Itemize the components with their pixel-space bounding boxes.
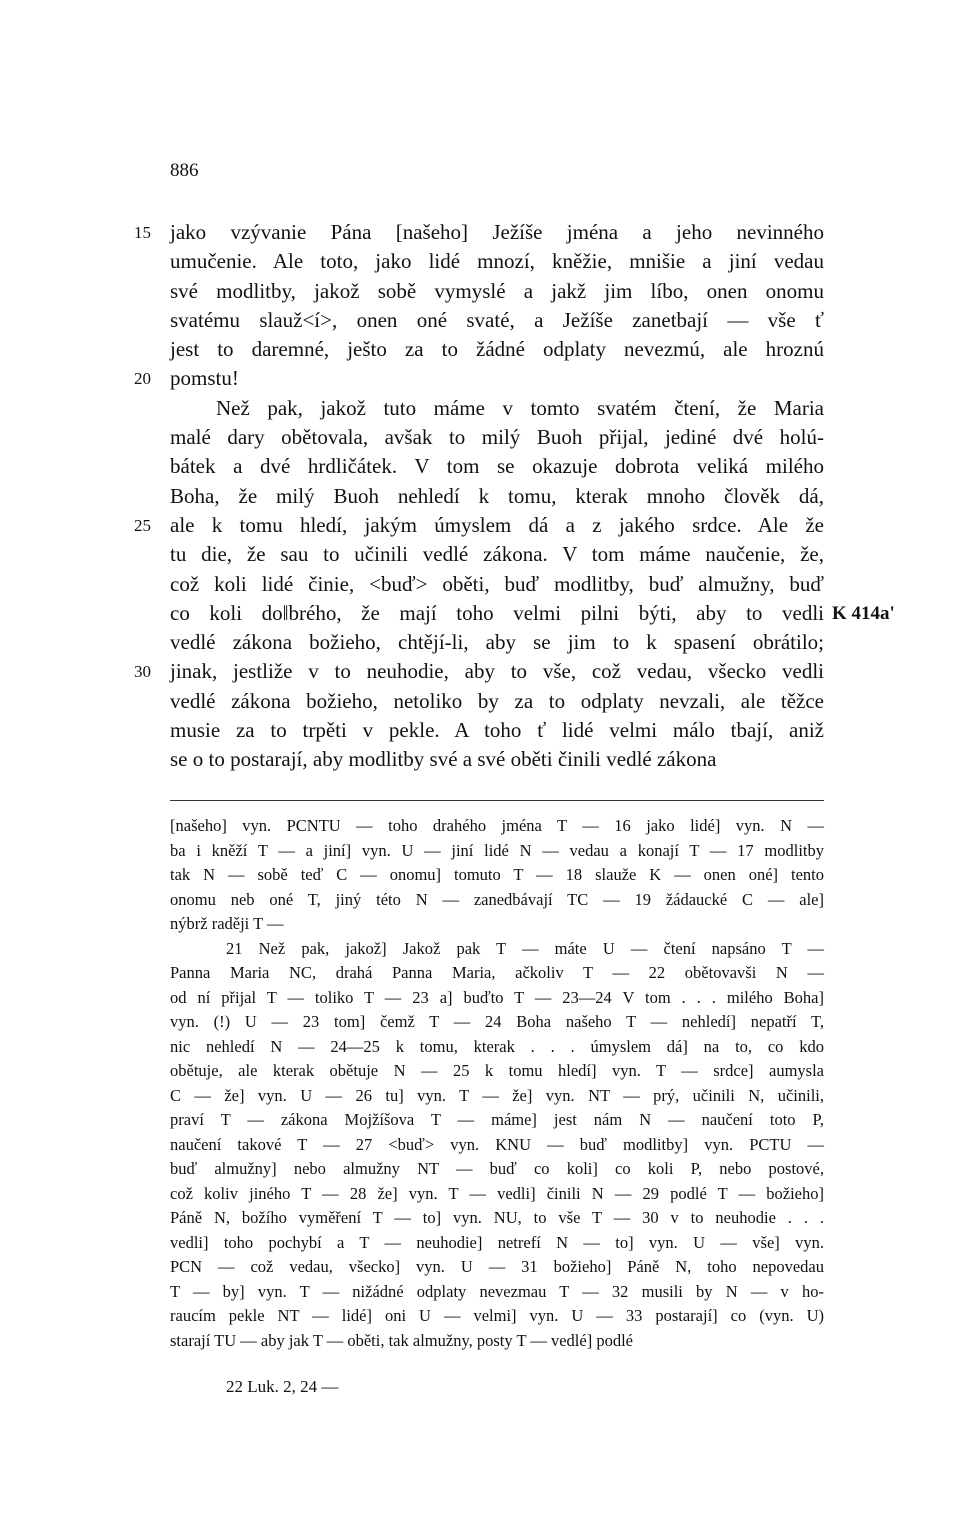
note-line: 21 Než pak, jakož] Jakož pak T — máte U — čtení napsáno T —: [226, 938, 824, 958]
text-line: [170, 687, 824, 716]
text-line: [170, 335, 824, 364]
scripture-reference: 22 Luk. 2, 24 —: [226, 1377, 339, 1396]
note-line: což koliv jiného T — 28 že] vyn. T — vedli] činili N — 29 podlé T — božieho]: [170, 1183, 824, 1203]
note-line: praví T — zákona Mojžíšova T — máme] jest nám N — naučení toto P,: [170, 1110, 824, 1129]
note-line: [našeho] vyn. PCNTU — toho drahého jména T — 16 jako lidé] vyn. N —: [170, 816, 824, 835]
line-text: vedlé zákona božieho, chtějí-li, aby se jim to k spasení obrátilo;: [170, 630, 824, 655]
note-line: T — by] vyn. T — nižádné odplaty nevezmau T — 32 musili by N — v ho-: [170, 1281, 824, 1301]
margin-folio-mark: K 414a': [832, 602, 895, 624]
text-line: [170, 423, 824, 452]
line-text: svatému slauž<í>, onen oné svaté, a Ježíše zanetbají — vše ť: [170, 307, 824, 332]
text-line: [134, 657, 824, 686]
text-line: [134, 218, 824, 247]
note-line: starají TU — aby jak T — oběti, tak almužny, posty T — vedlé] podlé: [170, 1330, 633, 1350]
text-line: [170, 482, 824, 511]
line-text: umučenie. Ale toto, jako lidé mnozí, kněžie, mnišie a jiní vedau: [170, 249, 824, 274]
line-text: Než pak, jakož tuto máme v tomto svatém čtení, že Maria: [216, 395, 824, 420]
note-line: tak N — sobě teď C — onomu] tomuto T — 18 slauže K — onen oné] tento: [170, 865, 824, 884]
note-line: naučení takové T — 27 <buď> vyn. KNU — buď modlitby] vyn. PCTU —: [170, 1134, 824, 1154]
footnote-divider: [170, 800, 824, 801]
line-number: 15: [134, 223, 151, 242]
text-line: [170, 570, 824, 599]
note-line: vyn. (!) U — 23 tom] čemž T — 24 Boha našeho T — nehledí] nepatří T,: [170, 1012, 824, 1031]
text-line: [170, 452, 824, 481]
critical-apparatus: [170, 814, 824, 1353]
note-line: onomu neb oné T, jiný této N — zanedbávají TC — 19 žádaucké C — ale]: [170, 889, 824, 909]
note-line: nýbrž raději T —: [170, 914, 284, 933]
page-number: 886: [170, 160, 199, 181]
line-text: pomstu!: [170, 366, 239, 391]
note-line: PCN — což vedau, všecko] vyn. U — 31 božieho] Páně N, toho nepovedau: [170, 1257, 824, 1276]
text-line: [170, 277, 824, 306]
note-line: Páně N, božího vyměření T — to] vyn. NU, to vše T — 30 v to neuhodie . . .: [170, 1208, 824, 1227]
line-text: své modlitby, jakož sobě vymyslé a jakž jim líbo, onen onomu: [170, 278, 824, 303]
line-text: jako vzývanie Pána [našeho] Ježíše jména a jeho nevinného: [170, 220, 824, 244]
text-line: [170, 628, 824, 657]
line-text: tu die, že sau to učinili vedlé zákona. V tom máme naučenie, že,: [170, 542, 824, 567]
note-line: Panna Maria NC, drahá Panna Maria, ačkoliv T — 22 obětovavši N —: [170, 963, 824, 982]
line-text: se o to postarají, aby modlitby své a své oběti činili vedlé zákona: [170, 747, 717, 772]
main-text: [134, 218, 895, 775]
text-line: [170, 745, 824, 774]
text-line: [170, 716, 824, 745]
text-line: [170, 599, 895, 628]
line-text: vedlé zákona božieho, netoliko by za to odplaty nevzali, ale těžce: [170, 688, 824, 713]
text-line: [170, 247, 824, 276]
note-line: obětuje, ale kterak obětuje N — 25 k tomu hledí] vyn. T — srdce] aumysla: [170, 1061, 824, 1080]
note-line: nic nehledí N — 24—25 k tomu, kterak . . . úmyslem dá] na to, co kdo: [170, 1036, 824, 1056]
note-line: raucím pekle NT — lidé] oni U — velmi] vyn. U — 33 postarají] co (vyn. U): [170, 1306, 824, 1325]
note-line: buď almužny] nebo almužny NT — buď co koli] co koli P, nebo postové,: [170, 1159, 824, 1178]
line-number: 20: [134, 369, 151, 389]
line-text: Boha, že milý Buoh nehledí k tomu, kterak mnoho člověk dá,: [170, 483, 824, 508]
line-text: ale k tomu hledí, jakým úmyslem dá a z jakého srdce. Ale že: [170, 512, 824, 537]
line-text: což koli lidé činie, <buď> oběti, buď modlitby, buď almužny, buď: [170, 571, 824, 596]
note-line: C — že] vyn. U — 26 tu] vyn. T — že] vyn. NT — prý, učinili N, učinili,: [170, 1085, 824, 1105]
line-text: jest to daremné, ješto za to žádné odplaty nevezmú, ale hroznú: [170, 337, 824, 362]
text-line: [170, 540, 824, 569]
text-line: [134, 511, 824, 540]
line-text: malé dary obětovala, avšak to milý Buoh přijal, jediné dvé holú-: [170, 425, 824, 450]
note-line: od ní přijal T — toliko T — 23 a] buďto T — 23—24 V tom . . . milého Boha]: [170, 987, 824, 1007]
note-line: vedli] toho pochybí a T — neuhodie] netrefí N — to] vyn. U — vše] vyn.: [170, 1232, 824, 1252]
line-number: 25: [134, 515, 151, 535]
note-line: ba i kněží T — a jiní] vyn. U — jiní lidé N — vedau a konají T — 17 modlitby: [170, 840, 824, 860]
line-text: musie za to trpěti v pekle. A toho ť lidé velmi málo tbají, aniž: [170, 718, 824, 743]
text-line: [134, 364, 824, 393]
text-line: [170, 306, 824, 335]
line-text: bátek a dvé hrdličátek. V tom se okazuje dobrota veliká milého: [170, 454, 824, 479]
text-line: [170, 394, 824, 423]
line-number: 30: [134, 662, 151, 682]
line-text: co koli do‖brého, že mají toho velmi pilni býti, aby to vedli: [170, 600, 824, 625]
line-text: jinak, jestliže v to neuhodie, aby to vše, což vedau, všecko vedli: [170, 659, 824, 684]
